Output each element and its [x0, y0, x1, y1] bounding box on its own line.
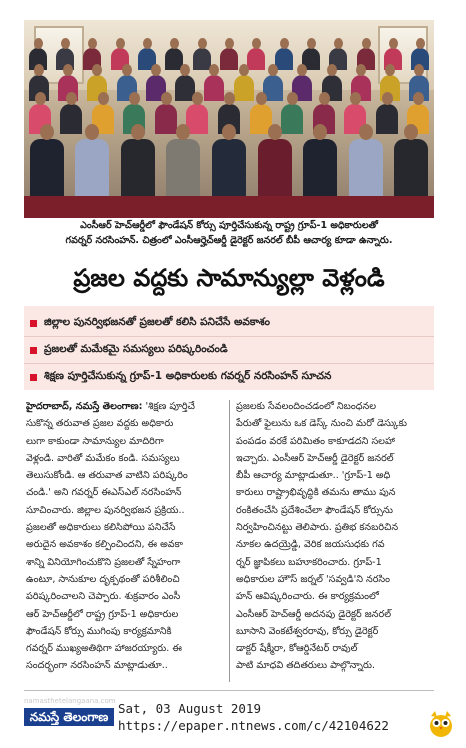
highlight-text: ప్రజలతో మమేకమై సమస్యలు పరిష్కరించండి — [44, 342, 228, 355]
figure-head — [131, 124, 145, 140]
article-line: పరిష్కరించాలని చెప్పారు. శుక్రవారం ఎంసీ — [26, 591, 181, 603]
article-line: బీపీ ఆచార్య మాట్లాడుతూ.. 'గ్రూప్-1 అధి — [236, 470, 391, 482]
figure-head — [209, 64, 219, 76]
figure-head — [35, 92, 46, 105]
article-column-right — [236, 398, 433, 688]
article-column-left — [26, 398, 223, 688]
epaper-stamp — [118, 700, 418, 734]
article-line: గవర్నర్ ముఖ్యఅతిథిగా హాజరయ్యారు. ఈ — [26, 643, 182, 655]
article-line: సుకొన్న తరువాత ప్రజల వద్దకు అధికారు — [26, 418, 174, 430]
figure-head — [389, 38, 398, 49]
figure-head — [362, 38, 371, 49]
figure-head — [416, 38, 425, 49]
figure-head — [327, 64, 337, 76]
brand-logo: నమస్తే తెలంగాణ — [24, 708, 114, 726]
figure-head — [287, 92, 298, 105]
bullet-marker-icon — [30, 347, 37, 354]
article-line: నిర్వహించినట్టు తెలిపారు. ప్రతిభ కనబరిచిన — [236, 522, 399, 534]
figure-head — [92, 64, 102, 76]
article-line: అరుదైన అవకాశం కల్పించిందని, ఈ అవకా — [26, 539, 183, 551]
figure-head — [40, 124, 54, 140]
photo-floor — [24, 196, 434, 218]
figure-head — [222, 124, 236, 140]
figure-head — [34, 38, 43, 49]
article-line: సూచించారు. జిల్లాల పునర్విభజన ప్రక్రియ.. — [26, 504, 185, 516]
article-line: ప్రజలతో అధికారులు కలిసిపోయి పనిచేసే — [26, 522, 176, 534]
figure-head — [66, 92, 77, 105]
bullet-marker-icon — [30, 374, 37, 381]
figure-head — [122, 64, 132, 76]
figure-body — [376, 104, 398, 134]
figure-body — [234, 75, 254, 101]
figure-head — [180, 64, 190, 76]
article-line: పంపడం వరకే పరిమితం కాకూడదని సలహా — [236, 435, 395, 447]
figure-head — [385, 64, 395, 76]
figure-head — [404, 124, 418, 140]
article-line: పేరుతో ఫైలును ఒక డెస్క్ నుంచి మరో డెస్కుకు — [236, 418, 407, 430]
figure-head — [239, 64, 249, 76]
figure-head — [414, 64, 424, 76]
figure-head — [413, 92, 424, 105]
figure-head — [170, 38, 179, 49]
figure-head — [268, 64, 278, 76]
figure-head — [61, 38, 70, 49]
article-line: చండి.' అని గవర్నర్ ఈఎస్ఎల్ నరసింహన్ — [26, 487, 182, 499]
article-line: అధికారుల హౌస్ జర్నల్ 'సవ్వడి'ని నరసిం — [236, 573, 391, 585]
highlight-text: జిల్లాల పునర్విభజనతో ప్రజలతో కలిసి పనిచేసే అవకాశం — [44, 315, 270, 328]
figure-head — [88, 38, 97, 49]
headline: ప్రజల వద్దకు సామాన్యుల్లా వెళ్లండి — [73, 263, 385, 292]
figure-body — [60, 104, 82, 134]
caption-line: ఎంసీఆర్ హెచ్ఆర్డీలో ఫౌండేషన్ కోర్సు పూర్తిచేసుకున్న రాష్ట్ర గ్రూప్-1 అధికారులతో — [80, 220, 378, 231]
epaper-url[interactable]: https://epaper.ntnews.com/c/42104622 — [118, 718, 389, 733]
owl-icon — [428, 708, 454, 738]
figure-head — [225, 38, 234, 49]
publication-date: Sat, 03 August 2019 — [118, 701, 261, 716]
article-line: డాక్టర్ షేక్మీరా, కోఆర్డినేటర్ రావుల్ — [236, 643, 358, 655]
figure-head — [176, 124, 190, 140]
figure-body — [204, 75, 224, 101]
figure-head — [334, 38, 343, 49]
article-line: ప్రజలకు సేవలందించడంలో నిబంధనల — [236, 401, 377, 412]
article-line: సందర్భంగా నరసింహన్ మాట్లాడుతూ.. — [26, 660, 168, 672]
article-line: తెలుసుకోండి. ఆ తరువాత వాటిని పరిష్కరిం — [26, 470, 188, 482]
figure-head — [359, 124, 373, 140]
highlight-item — [24, 364, 434, 390]
article-line: రంకితంచేసి ప్రదేశించేలా ఫౌండేషన్ కోర్సును — [236, 504, 393, 516]
figure-head — [356, 64, 366, 76]
figure-head — [34, 64, 44, 76]
highlight-item — [24, 310, 434, 337]
article-line: కారులు రాష్ట్రాభివృద్ధికి తమను తాము పున — [236, 487, 396, 499]
article-line: ఎంసీఆర్ హెచ్ఆర్డీ అదనపు డైరెక్టర్ జనరల్ — [236, 608, 391, 620]
article-text: 'శిక్షణ పూర్తిచే — [145, 401, 195, 412]
figure-head — [129, 92, 140, 105]
figure-head — [313, 124, 327, 140]
caption-line: గవర్నర్ నరసింహన్. చిత్రంలో ఎంసీఆర్హెచ్ఆర్డీ డైరెక్టర్ జనరల్ బీపీ ఆచార్య కూడా ఉన్నారు. — [65, 235, 393, 246]
figure-head — [151, 64, 161, 76]
figure-head — [192, 92, 203, 105]
figure-head — [198, 38, 207, 49]
figure-body — [220, 48, 238, 70]
article-line — [26, 398, 223, 415]
figure-head — [307, 38, 316, 49]
figure-body — [275, 48, 293, 70]
highlights-box — [24, 306, 434, 390]
figure-body — [247, 48, 265, 70]
article-line: ఫౌండేషన్ కోర్సు ముగింపు కార్యక్రమానికి — [26, 625, 172, 637]
highlight-item — [24, 337, 434, 364]
article-line: ఇచ్చారు. ఎంసీఆర్ హెచ్ఆర్డీ డైరెక్టర్ జనరల్ — [236, 452, 394, 464]
group-photo — [24, 20, 434, 218]
article-line: ర్నర్ జ్ఞాపికలు బహూకరించారు. గ్రూప్-1 — [236, 556, 382, 568]
figure-head — [85, 124, 99, 140]
article-line: బూసాని వెంకటేశ్వరరావు, కోర్సు డైరెక్టర్ — [236, 625, 379, 637]
photo-caption — [24, 218, 434, 252]
column-divider — [229, 400, 230, 682]
bullet-marker-icon — [30, 320, 37, 327]
article-line: శాన్ని వినియోగించుకొని ప్రజలతో స్నేహంగా — [26, 556, 181, 568]
article-line: నూకల ఉదయ్రెడ్డి, వెరిక జయసుధకు గవ — [236, 539, 385, 551]
article-line: వెళ్లండి. వారితో మమేకం కండి. సమస్యలు — [26, 452, 180, 464]
figure-head — [297, 64, 307, 76]
article-line: హన్ ఆవిష్కరించారు. ఈ కార్యక్రమంలో — [236, 591, 379, 603]
figure-head — [256, 92, 267, 105]
figure-head — [268, 124, 282, 140]
figure-body — [155, 104, 177, 134]
article-line: పాటి మాధవి తదితరులు పాల్గొన్నారు. — [236, 660, 376, 672]
dateline: హైదరాబాద్, నమస్తే తెలంగాణ: — [26, 401, 143, 412]
article-line: లుగా కాకుండా సామాన్యుల మాదిరిగా — [26, 435, 164, 447]
figure-body — [193, 48, 211, 70]
footer-rule — [24, 690, 434, 691]
article-line: ఆర్ హెచ్ఆర్డీలో రాష్ట్ర గ్రూప్-1 అధికారుల — [26, 608, 179, 620]
figure-head — [350, 92, 361, 105]
figure-head — [280, 38, 289, 49]
figure-head — [252, 38, 261, 49]
article-line: ఉంటూ, సానుకూల దృక్పథంతో పరిశీలించి — [26, 573, 180, 585]
figure-head — [224, 92, 235, 105]
figure-head — [116, 38, 125, 49]
brand-url: namasthetelangaana.com — [24, 697, 116, 705]
figure-head — [382, 92, 393, 105]
figure-head — [143, 38, 152, 49]
figure-head — [319, 92, 330, 105]
highlight-text: శిక్షణ పూర్తిచేసుకున్న గ్రూప్-1 అధికారులకు గవర్నర్ నరసింహన్ సూచన — [44, 369, 332, 382]
figure-body — [281, 104, 303, 134]
figure-head — [98, 92, 109, 105]
figure-head — [161, 92, 172, 105]
figure-head — [63, 64, 73, 76]
